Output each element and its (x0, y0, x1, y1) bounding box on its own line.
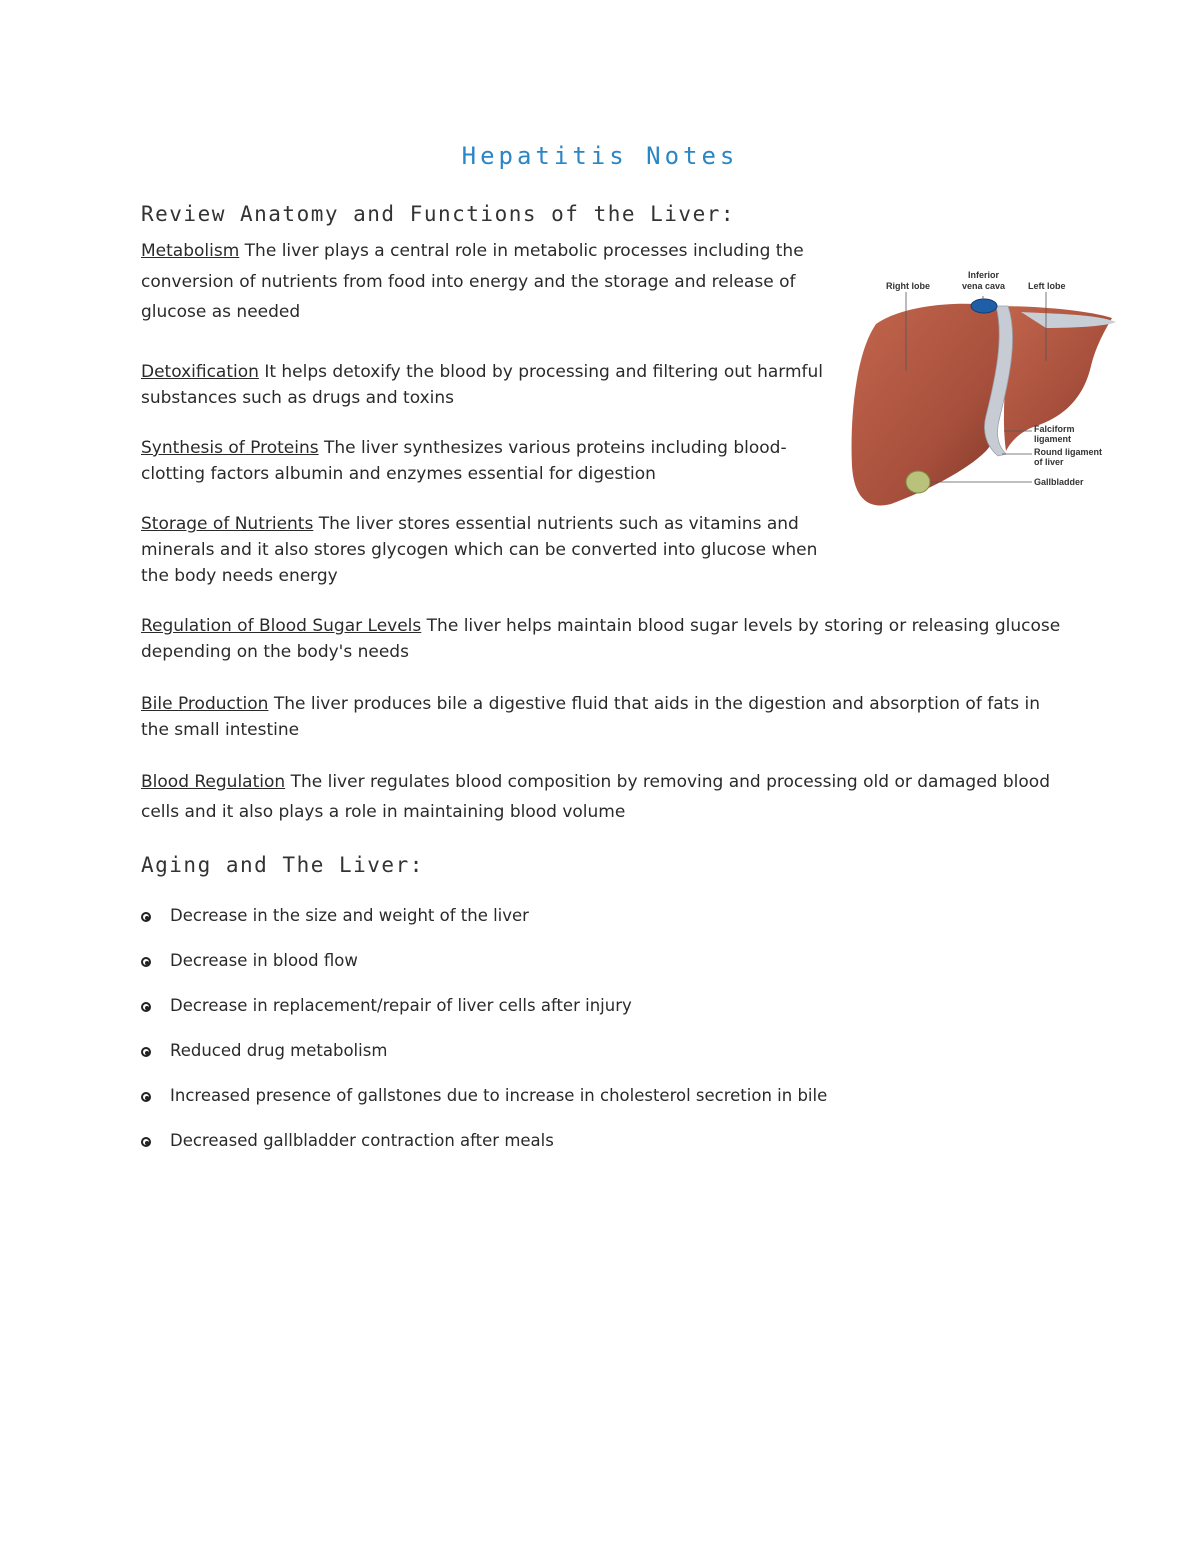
gallbladder (906, 471, 930, 493)
bullet-icon (141, 1047, 151, 1057)
figure-label-round-ligament-1: Round ligament (1034, 447, 1102, 457)
paragraph-text: The liver synthesizes various proteins including blood-clotting factors albumin and enzymes essential for digestion (141, 438, 787, 484)
figure-label-round-ligament-2: of liver (1034, 457, 1064, 467)
aging-heading: Aging and The Liver: (141, 853, 424, 877)
figure-label-falciform-2: ligament (1034, 434, 1072, 444)
metabolism-paragraph (141, 236, 831, 328)
figure-label-right-lobe: Right lobe (886, 281, 930, 291)
list-item (141, 1080, 827, 1125)
list-item-text: Decrease in replacement/repair of liver cells after injury (170, 996, 632, 1015)
paragraph-term: Storage of Nutrients (141, 514, 314, 534)
paragraph-text: The liver helps maintain blood sugar levels by storing or releasing glucose depending on the body's needs (141, 616, 1061, 662)
paragraph-term: Metabolism (141, 241, 240, 261)
bullet-icon (141, 1137, 151, 1147)
figure-label-left-lobe: Left lobe (1028, 281, 1066, 291)
paragraph-text: The liver plays a central role in metabolic processes including the conversion of nutrients from food into energy and the storage and release of glucose as needed (141, 241, 804, 322)
blood-regulation-paragraph (141, 767, 1061, 827)
paragraph-term: Detoxification (141, 362, 259, 382)
list-item (141, 1035, 827, 1080)
list-item-text: Decreased gallbladder contraction after meals (170, 1131, 554, 1150)
paragraph-term: Bile Production (141, 694, 269, 714)
paragraph-term: Synthesis of Proteins (141, 438, 319, 458)
figure-label-falciform-1: Falciform (1034, 424, 1075, 434)
protein-synthesis-paragraph (141, 435, 831, 487)
blood-sugar-paragraph (141, 613, 1061, 665)
bullet-icon (141, 957, 151, 967)
bullet-icon (141, 1002, 151, 1012)
paragraph-term: Blood Regulation (141, 772, 286, 792)
list-item-text: Increased presence of gallstones due to increase in cholesterol secretion in bile (170, 1086, 828, 1105)
figure-label-ivc-1: Inferior (968, 270, 1000, 280)
paragraph-text: The liver regulates blood composition by removing and processing old or damaged blood cells and it also plays a role in maintaining blood volume (141, 772, 1050, 822)
anatomy-heading: Review Anatomy and Functions of the Liver: (141, 202, 736, 226)
liver-anatomy-figure (846, 266, 1120, 512)
liver-right-lobe (852, 304, 1013, 506)
aging-list (141, 900, 827, 1170)
list-item-text: Decrease in blood flow (170, 951, 358, 970)
list-item (141, 990, 827, 1035)
paragraph-text: The liver produces bile a digestive fluid that aids in the digestion and absorption of fats in the small intestine (141, 694, 1041, 740)
bile-production-paragraph (141, 691, 1061, 743)
bullet-icon (141, 1092, 151, 1102)
list-item (141, 900, 827, 945)
figure-label-gallbladder: Gallbladder (1034, 477, 1084, 487)
page-title: Hepatitis Notes (461, 142, 739, 170)
bullet-icon (141, 912, 151, 922)
inferior-vena-cava (971, 299, 997, 313)
paragraph-term: Regulation of Blood Sugar Levels (141, 616, 422, 636)
list-item-text: Reduced drug metabolism (170, 1041, 388, 1060)
list-item (141, 945, 827, 990)
paragraph-text: The liver stores essential nutrients such as vitamins and minerals and it also stores glycogen which can be converted into glucose when the body needs energy (141, 514, 818, 586)
list-item-text: Decrease in the size and weight of the liver (170, 906, 529, 925)
figure-label-ivc-2: vena cava (962, 281, 1006, 291)
paragraph-text: It helps detoxify the blood by processing and filtering out harmful substances such as drugs and toxins (141, 362, 824, 408)
nutrient-storage-paragraph (141, 511, 831, 589)
list-item (141, 1125, 827, 1170)
detoxification-paragraph (141, 359, 831, 411)
